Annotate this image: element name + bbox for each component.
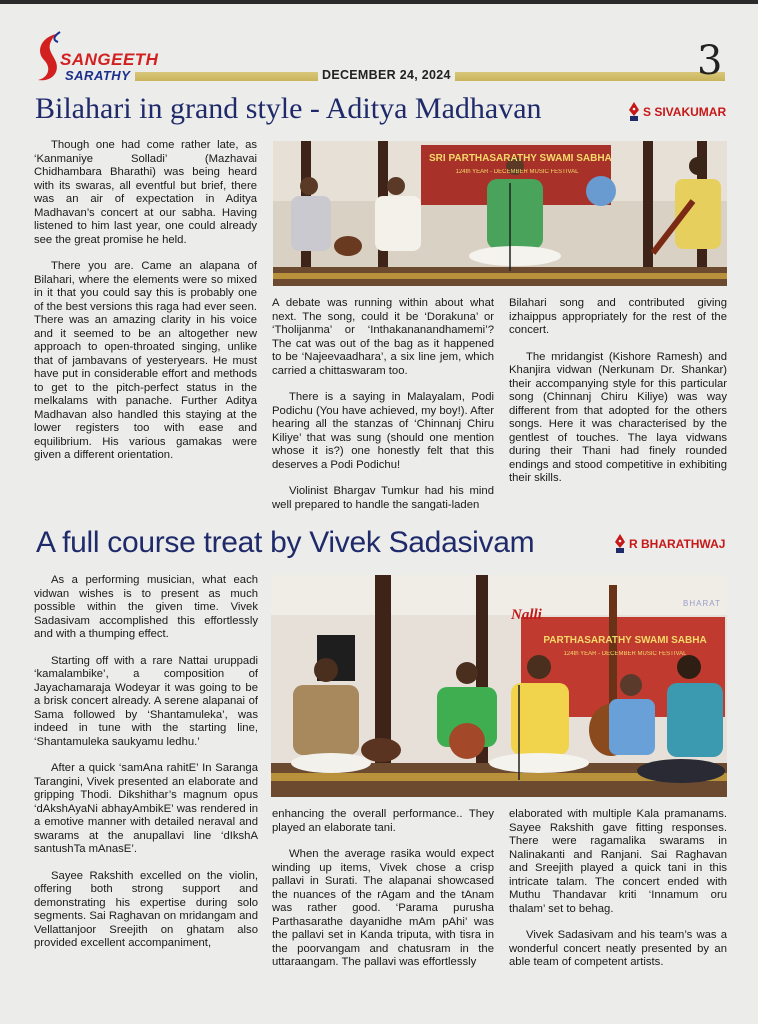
photo2-sponsor-logo: Nalli <box>511 607 542 623</box>
paragraph: After a quick ‘samAna rahitE’ In Saranga Tarangini, Vivek presented an elaborate and gripping Thodi. Dikshithar’s magnum opus ‘dAkshAyaNi abhayAmbikE’ was rendered in a emotive manner with detailed neraval and swarams at the anupallavi line ‘dIkshA santushTa mAnasE’. <box>34 762 258 855</box>
paragraph: Though one had come rather late, as ‘Kanmaniye Solladi’ (Mazhavai Chidhambara Bharathi) was being heard with its swaras, all eventful but brief, there was an air of expectation in Aditya Madhavan’s concert at our sabha. Having listened to him last year, one could already see the great promise he held. <box>34 139 257 246</box>
issue-date: DECEMBER 24, 2024 <box>318 68 455 82</box>
photo2-banner-subtitle: 124th YEAR - DECEMBER MUSIC FESTIVAL <box>563 651 687 657</box>
paragraph: A debate was running within about what next. The song, could it be ‘Dorakuna’ or ‘Tholijanma’ or ‘Inthakananandhamemi’? The cat was out of the bag as it happened to be ‘Najeevaadhara’, a six line jem, which carried a chittaswaram too. <box>272 297 494 377</box>
logo-line1: SANGEETH <box>60 50 159 69</box>
paragraph: The mridangist (Kishore Ramesh) and Khanjira vidwan (Nerkunam Dr. Shankar) their accompanying style for this particular song (Chinnanj Chiru Kiliye) was way different from that adopted for the others songs. Here it was characterised by the gentlest of touches. The laya vidwans during their Thani had finely rounded endings and stood competitive in exhibiting their skills. <box>509 350 727 484</box>
article2-headline: A full course treat by Vivek Sadasivam <box>36 526 535 559</box>
article2-column3 <box>509 808 727 978</box>
article1-concert-photo <box>273 141 727 286</box>
paragraph: Vivek Sadasivam and his team’s was a wonderful concert neatly presented by an able team of competent artists. <box>509 929 727 968</box>
article1-headline: Bilahari in grand style - Aditya Madhavan <box>35 92 542 125</box>
paragraph: Bilahari song and contributed giving izhaippus appropriately for the rest of the concert. <box>509 297 727 336</box>
paragraph: There is a saying in Malayalam, Podi Podichu (You have achieved, my boy!). After hearing all the stanzas of ‘Chinnanj Chiru Kiliye’ that was sung (should one mention whose it is?) one honestly felt that this deserves a Podi Podichu! <box>272 391 494 471</box>
pen-nib-icon <box>614 534 626 554</box>
paragraph: elaborated with multiple Kala pramanams. Sayee Rakshith gave fitting responses. There were ragamalika swarams in Nalinakanti and Ranjani. Sai Raghavan and Sreejith played a quick tani in this intricate talam. The concert ended with Muthu Thandavar kriti ‘Innamum oru thalam’ set to behag. <box>509 808 727 915</box>
pen-nib-icon <box>628 102 640 122</box>
article1-column3 <box>509 297 727 517</box>
paragraph: Sayee Rakshith excelled on the violin, offering both strong support and demonstrating his expertise during solo segments. Sai Raghavan on mridangam and Vellattanjoor Sreejith on ghatam also provided excellent accompaniment, <box>34 869 258 949</box>
article1-author: S SIVAKUMAR <box>643 105 727 119</box>
paragraph: enhancing the overall performance.. They played an elaborate tani. <box>272 808 494 834</box>
article2-concert-photo <box>271 575 727 797</box>
paragraph: Violinist Bhargav Tumkur had his mind well prepared to handle the sangati-laden <box>272 485 494 511</box>
article2-column1 <box>34 574 258 978</box>
photo1-banner-subtitle: 124th YEAR - DECEMBER MUSIC FESTIVAL <box>455 169 579 175</box>
paragraph: There you are. Came an alapana of Bilahari, where the elements were so mixed in it that you could say this is probably one of the best versions this raga had ever seen. There was an amazing clarity in his voice and it seemed to be an altogether new approach to open-throated singing, unlike that of jambavans of yesteryears. He must have put in considerable effort and methods to get to the pitch-perfect status in the melkalams with panache. Further Aditya Madhavan also handled this staying at the lower registers too with ease and equilibrium. His various gamakas were given a different orientation. <box>34 260 257 461</box>
newspaper-page <box>0 4 758 1024</box>
sangeeth-sarathy-logo <box>34 30 159 88</box>
article1-byline <box>628 102 726 122</box>
article1-column1 <box>34 139 257 517</box>
photo1-banner-title: SRI PARTHASARATHY SWAMI SABHA <box>429 153 612 164</box>
article2-author: R BHARATHWAJ <box>629 537 726 551</box>
article2-column2 <box>272 808 494 978</box>
article1-column2 <box>272 297 494 517</box>
paragraph: Starting off with a rare Nattai uruppadi ‘kamalambike’, a composition of Jayachamaraja Wodeyar it was going to be a brisk concert already. A serene alapanai of Sama followed by ‘Shantamuleka’, was indeed in tune with the starting line, ‘Shantamuleka saukyamu ledhu.’ <box>34 654 258 748</box>
page-number: 3 <box>697 38 723 84</box>
photo2-sponsor-secondary: BHARAT <box>683 599 721 608</box>
article2-byline <box>614 534 725 554</box>
paragraph: When the average rasika would expect winding up items, Vivek chose a crisp pallavi in Surati. The alapanai showcased the nuances of the rAgam and the tAnam was rather good. ‘Parama purusha Parthasarathe dayanidhe mAm pAhi’ was the pallavi set in Kanda triputa, with tisra in the poorvangam and chatusram in the uttaraangam. The pallavi was effortlessly <box>272 848 494 968</box>
logo-line2: SARATHY <box>65 68 131 83</box>
paragraph: As a performing musician, what each vidwan wishes is to present as much possible within the given time. Vivek Sadasivam accomplished this effortlessly and with a thumping effect. <box>34 574 258 640</box>
photo2-banner-title: PARTHASARATHY SWAMI SABHA <box>543 635 707 646</box>
